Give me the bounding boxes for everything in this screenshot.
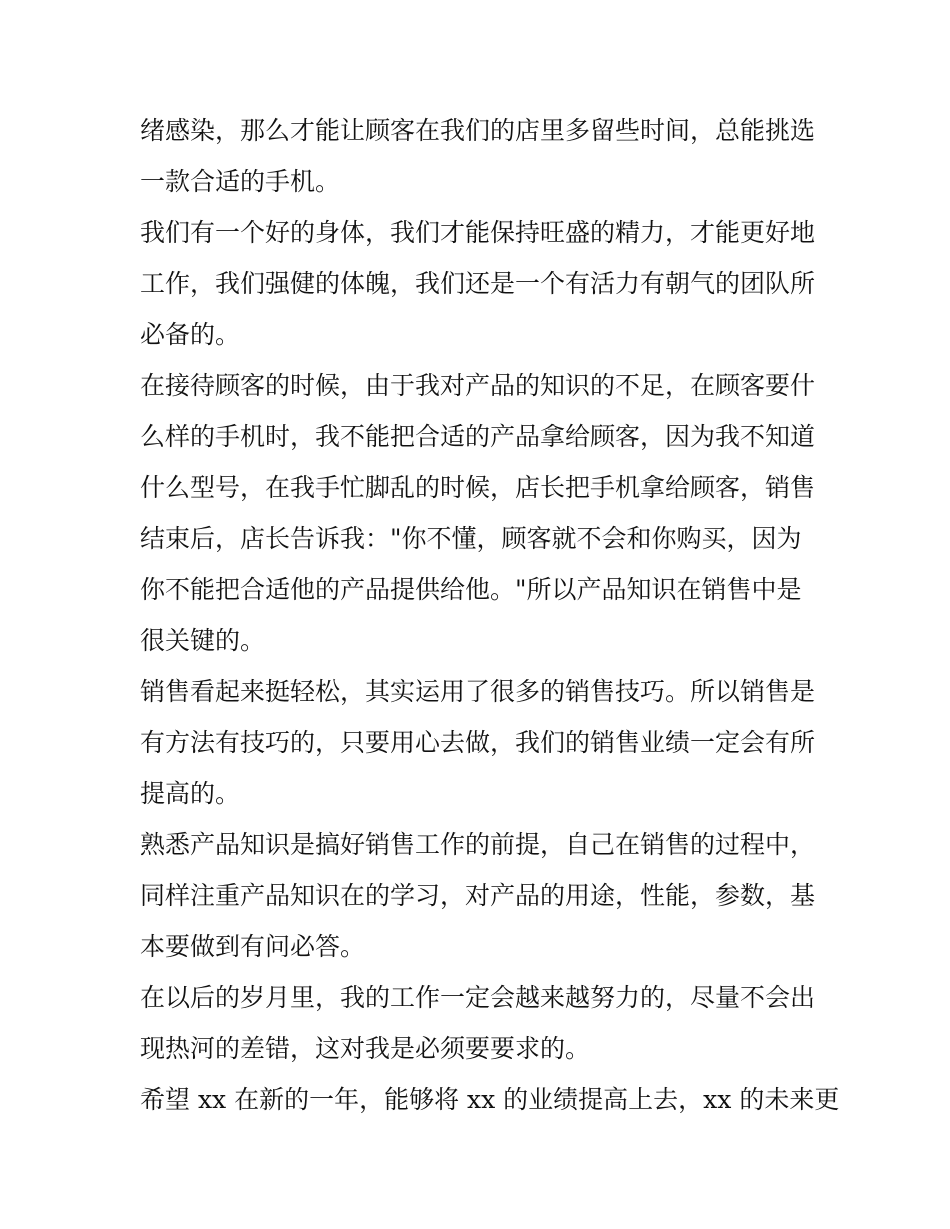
- document-body: [140, 105, 840, 1125]
- text-line: 什么型号，在我手忙脚乱的时候，店长把手机拿给顾客，销售: [140, 473, 816, 502]
- text-line: 同样注重产品知识在的学习，对产品的用途，性能，参数，基: [140, 881, 816, 910]
- text-line: 你不能把合适他的产品提供给他。"所以产品知识在销售中是: [140, 575, 802, 604]
- text-line: 在接待顾客的时候，由于我对产品的知识的不足，在顾客要什: [140, 371, 816, 400]
- text-line: 我们有一个好的身体，我们才能保持旺盛的精力，才能更好地: [140, 218, 816, 247]
- text-line: 必备的。: [140, 320, 241, 349]
- text-line: 销售看起来挺轻松，其实运用了很多的销售技巧。所以销售是: [140, 677, 816, 706]
- text-line: 希望 xx 在新的一年，能够将 xx 的业绩提高上去，xx 的未来更: [140, 1085, 840, 1114]
- text-line: 工作，我们强健的体魄，我们还是一个有活力有朝气的团队所: [140, 269, 816, 298]
- text-line: 结束后，店长告诉我："你不懂，顾客就不会和你购买，因为: [140, 524, 802, 553]
- text-line: 本要做到有问必答。: [140, 932, 366, 961]
- text-line: 么样的手机时，我不能把合适的产品拿给顾客，因为我不知道: [140, 422, 816, 451]
- text-line: 熟悉产品知识是搞好销售工作的前提，自己在销售的过程中，: [140, 830, 816, 859]
- text-line: 一款合适的手机。: [140, 167, 341, 196]
- text-line: 有方法有技巧的，只要用心去做，我们的销售业绩一定会有所: [140, 728, 816, 757]
- text-line: 提高的。: [140, 779, 241, 808]
- text-line: 绪感染，那么才能让顾客在我们的店里多留些时间，总能挑选: [140, 116, 816, 145]
- text-line: 现热河的差错，这对我是必须要要求的。: [140, 1034, 591, 1063]
- text-line: 很关键的。: [140, 626, 266, 655]
- text-line: 在以后的岁月里，我的工作一定会越来越努力的，尽量不会出: [140, 983, 816, 1012]
